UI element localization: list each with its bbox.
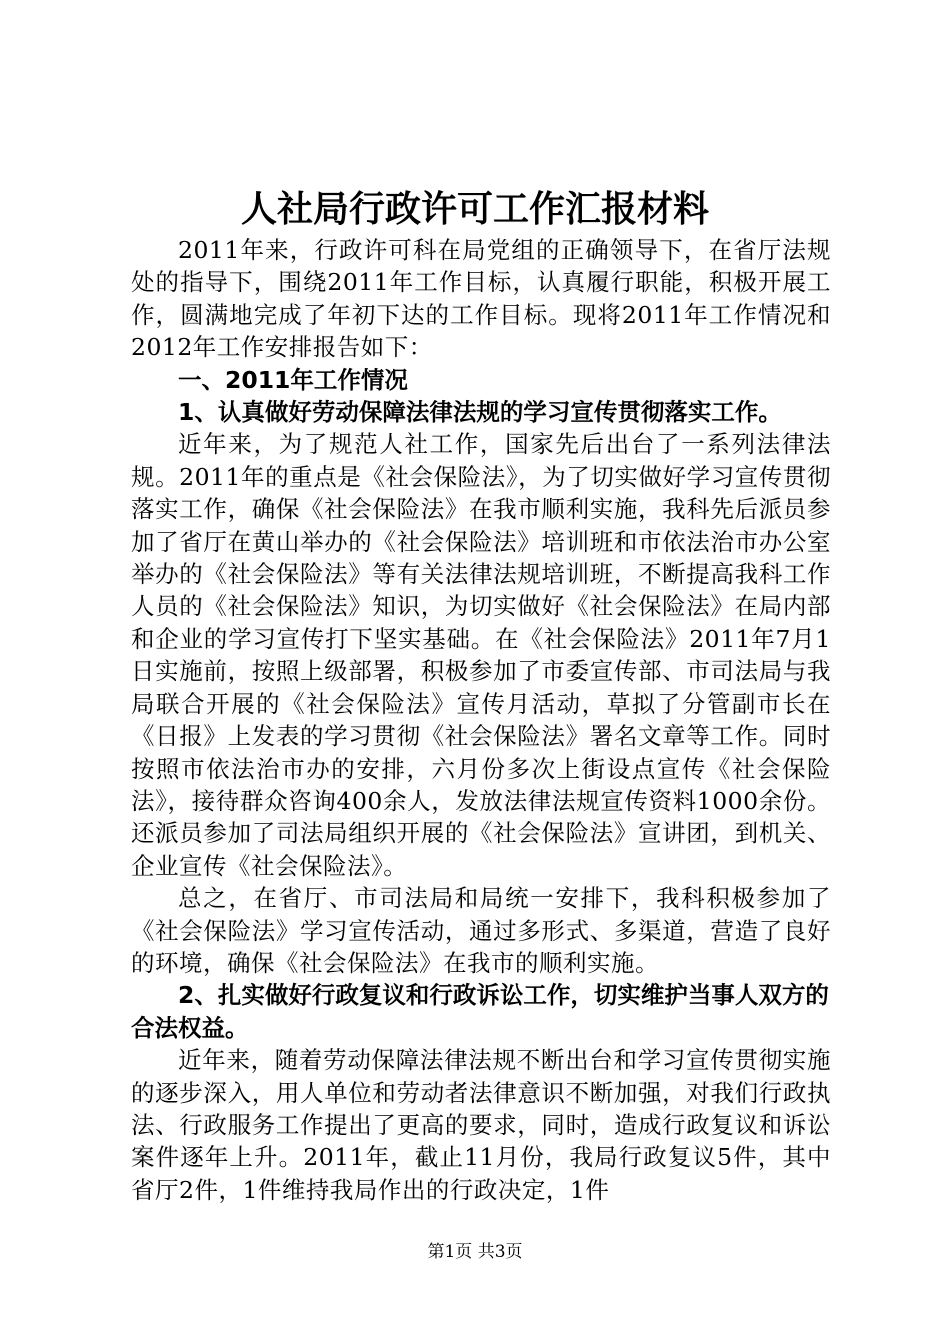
page-footer: 第1页 共3页 [427,1242,523,1262]
document-title: 人社局行政许可工作汇报材料 [240,188,709,230]
item-heading-2: 2、扎实做好行政复议和行政诉讼工作，切实维护当事人双方的合法权益。 [131,981,829,1042]
section-heading-1: 一、2011年工作情况 [178,365,408,394]
item-heading-1: 1、认真做好劳动保障法律法规的学习宣传贯彻落实工作。 [178,398,782,427]
item2-paragraph-1: 近年来，随着劳动保障法律法规不断出台和学习宣传贯彻实施的逐步深入，用人单位和劳动者法律意识不断加强，对我们行政执法、行政服务工作提出了更高的要求，同时，造成行政复议和诉讼案件逐年上升。2011年，截止11月份，我局行政复议5件，其中省厅2件，1件维持我局作出的行政决定，1件 [131,1046,831,1204]
item1-paragraph-2: 总之，在省厅、市司法局和局统一安排下，我科积极参加了《社会保险法》学习宣传活动，通过多形式、多渠道，营造了良好的环境，确保《社会保险法》在我市的顺利实施。 [131,884,831,977]
item1-paragraph-1: 近年来，为了规范人社工作，国家先后出台了一系列法律法规。2011年的重点是《社会保险法》，为了切实做好学习宣传贯彻落实工作，确保《社会保险法》在我市顺利实施，我科先后派员参加了省厅在黄山举办的《社会保险法》培训班和市依法治市办公室举办的《社会保险法》等有关法律法规培训班，不断提高我科工作人员的《社会保险法》知识，为切实做好《社会保险法》在局内部和企业的学习宣传打下坚实基础。在《社会保险法》2011年7月1日实施前，按照上级部署，积极参加了市委宣传部、市司法局与我局联合开展的《社会保险法》宣传月活动，草拟了分管副市长在《日报》上发表的学习贯彻《社会保险法》署名文章等工作。同时按照市依法治市办的安排，六月份多次上街设点宣传《社会保险法》，接待群众咨询400余人，发放法律法规宣传资料1000余份。还派员参加了司法局组织开展的《社会保险法》宣讲团，到机关、企业宣传《社会保险法》。 [131,430,831,880]
document-body [131,234,831,1206]
intro-paragraph: 2011年来，行政许可科在局党组的正确领导下，在省厅法规处的指导下，围绕2011年工作目标，认真履行职能，积极开展工作，圆满地完成了年初下达的工作目标。现将2011年工作情况和2012年工作安排报告如下： [131,236,831,362]
